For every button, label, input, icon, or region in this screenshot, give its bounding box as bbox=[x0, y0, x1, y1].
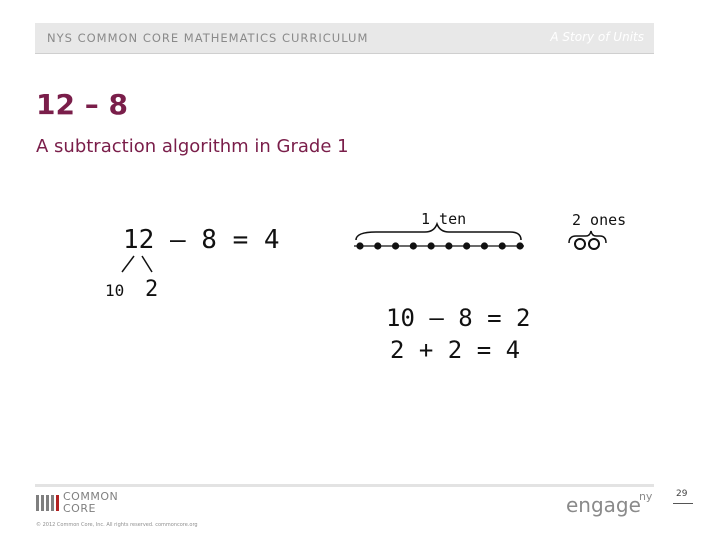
curriculum-label: NYS COMMON CORE MATHEMATICS CURRICULUM bbox=[47, 31, 369, 45]
equation-main: 12 – 8 = 4 bbox=[123, 225, 280, 255]
page-number-rule bbox=[673, 503, 693, 504]
ten-dot bbox=[356, 242, 363, 249]
ten-dot bbox=[410, 242, 417, 249]
footer-bar bbox=[35, 484, 654, 487]
logo-line-2: CORE bbox=[63, 502, 96, 515]
step-one-equation: 10 – 8 = 2 bbox=[386, 304, 531, 332]
ten-dot bbox=[392, 242, 399, 249]
ten-dot bbox=[463, 242, 470, 249]
step-two-equation: 2 + 2 = 4 bbox=[390, 336, 521, 364]
series-label: A Story of Units bbox=[550, 30, 644, 44]
slide-subtitle: A subtraction algorithm in Grade 1 bbox=[36, 136, 349, 157]
ten-dot bbox=[374, 242, 381, 249]
ten-dot bbox=[428, 242, 435, 249]
ten-brace bbox=[356, 224, 521, 240]
ten-dot bbox=[481, 242, 488, 249]
ten-dot bbox=[445, 242, 452, 249]
ones-brace bbox=[569, 231, 606, 243]
ten-dots-group bbox=[354, 242, 524, 249]
decomposition-ones: 2 bbox=[145, 277, 159, 302]
common-core-wordmark bbox=[63, 491, 118, 515]
branch-left-line bbox=[122, 256, 134, 272]
common-core-logo-icon bbox=[36, 493, 60, 513]
engageny-logo bbox=[566, 490, 653, 517]
ones-circle bbox=[575, 239, 585, 249]
branch-right-line bbox=[142, 256, 152, 272]
decomposition-ten: 10 bbox=[105, 281, 125, 300]
ones-circle bbox=[589, 239, 599, 249]
ten-label: 1 ten bbox=[421, 210, 467, 228]
ten-dot bbox=[499, 242, 506, 249]
ones-label: 2 ones bbox=[572, 211, 627, 229]
copyright-notice: © 2012 Common Core, Inc. All rights reserved. commoncore.org bbox=[36, 522, 198, 528]
logo-line-1: COMMON bbox=[63, 490, 119, 503]
page-number: 29 bbox=[676, 489, 688, 499]
slide-title: 12 – 8 bbox=[36, 88, 128, 121]
brand-name: engage bbox=[566, 493, 641, 517]
ten-dot bbox=[516, 242, 523, 249]
brand-suffix: ny bbox=[638, 490, 653, 504]
